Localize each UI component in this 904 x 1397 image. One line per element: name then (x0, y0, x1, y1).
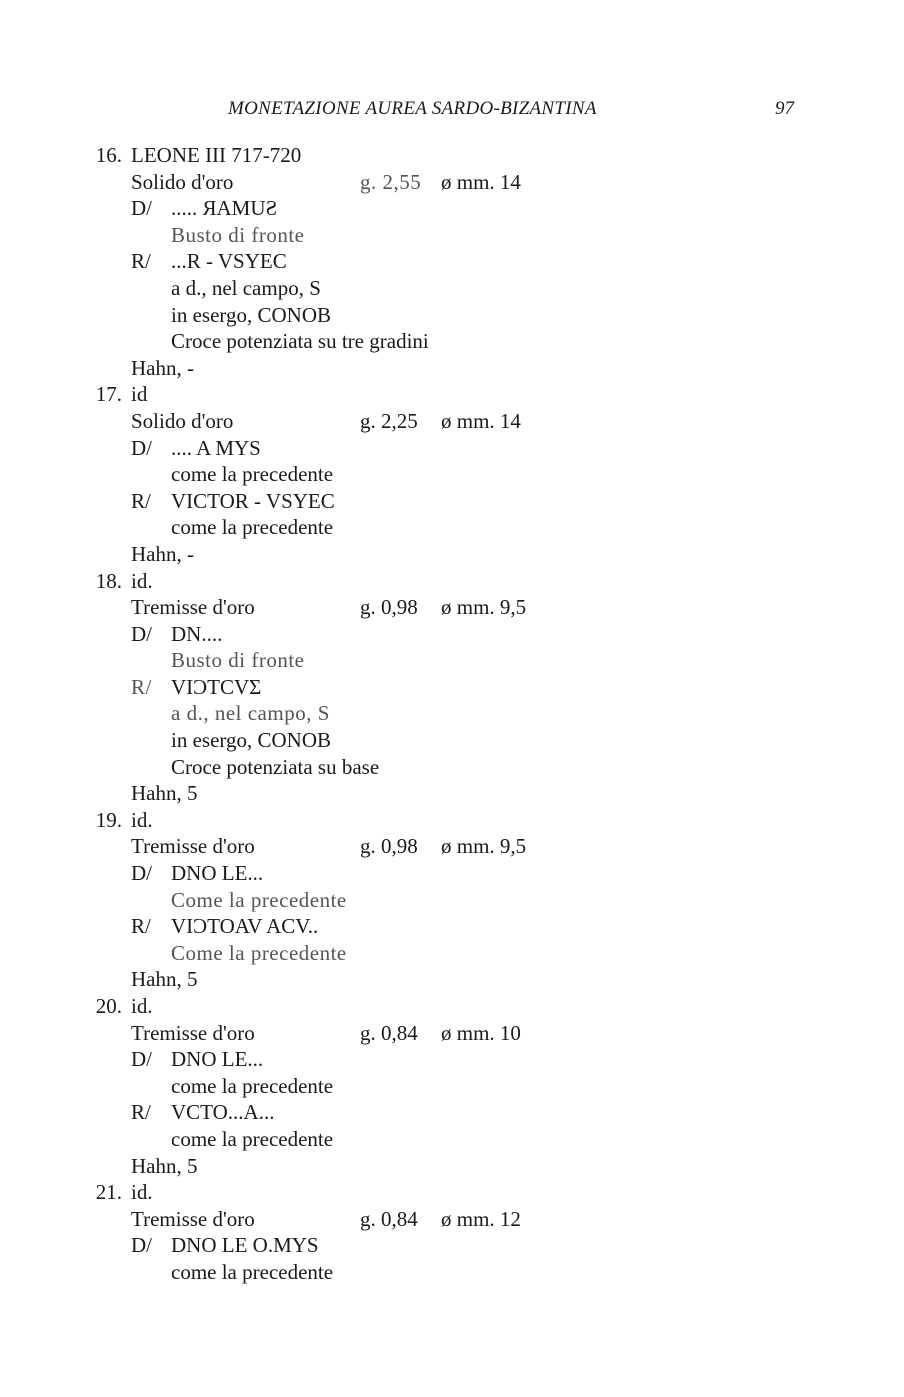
reverse-line (0, 674, 904, 701)
entry-number: 18. (95, 568, 122, 593)
reverse-label: R/ (131, 488, 151, 513)
entry-heading (0, 381, 904, 408)
obverse-description: Busto di fronte (171, 222, 305, 247)
entry-number: 17. (95, 382, 122, 407)
obverse-label: D/ (131, 621, 152, 646)
entry-denomination-line (0, 1206, 904, 1233)
obverse-legend: DNO LE... (171, 1047, 264, 1072)
reverse-line (0, 913, 904, 940)
reference-line (0, 966, 904, 993)
reference-line (0, 355, 904, 382)
obverse-description: come la precedente (171, 1259, 334, 1284)
entry-heading (0, 993, 904, 1020)
obverse-label: D/ (131, 196, 152, 221)
entry-heading (0, 1179, 904, 1206)
denomination: Tremisse d'oro (131, 1206, 255, 1231)
reference: Hahn, 5 (131, 1153, 198, 1178)
reference: Hahn, - (131, 355, 194, 380)
entry-heading (0, 807, 904, 834)
obverse-line (0, 1046, 904, 1073)
denomination: Tremisse d'oro (131, 834, 255, 859)
obverse-description: come la precedente (171, 1073, 334, 1098)
reference-line (0, 541, 904, 568)
obverse-description: Come la precedente (171, 887, 347, 912)
reverse-label: R/ (131, 914, 151, 939)
reverse-description: come la precedente (171, 1126, 334, 1151)
weight: g. 2,55 (360, 169, 422, 194)
entry-heading (0, 142, 904, 169)
reference-line (0, 780, 904, 807)
reverse-description-line (0, 700, 904, 727)
reverse-description-line (0, 275, 904, 302)
entry-number: 20. (95, 994, 122, 1018)
reference-line (0, 1153, 904, 1180)
obverse-line (0, 860, 904, 887)
weight: g. 0,98 (360, 834, 418, 859)
obverse-label: D/ (131, 861, 152, 886)
obverse-legend: DNO LE O.MYS (171, 1233, 319, 1258)
reverse-legend: ...R - VSYEC (171, 249, 287, 274)
page-number: 97 (775, 98, 794, 119)
obverse-description-line (0, 647, 904, 674)
entry-denomination-line (0, 408, 904, 435)
entry-denomination-line (0, 169, 904, 196)
denomination: Tremisse d'oro (131, 595, 255, 620)
obverse-description-line (0, 1073, 904, 1100)
diameter: ø mm. 10 (441, 1020, 521, 1045)
denomination: Solido d'oro (131, 169, 234, 194)
reverse-line (0, 248, 904, 275)
denomination: Tremisse d'oro (131, 1020, 255, 1045)
obverse-line (0, 435, 904, 462)
entry-heading (0, 568, 904, 595)
obverse-description-line (0, 461, 904, 488)
reverse-description: in esergo, CONOB (171, 728, 332, 753)
obverse-label: D/ (131, 1047, 152, 1072)
reverse-description: a d., nel campo, S (171, 275, 321, 300)
entry-ruler: id. (131, 568, 153, 593)
diameter: ø mm. 9,5 (441, 595, 527, 620)
diameter: ø mm. 12 (441, 1206, 521, 1231)
obverse-legend: DNO LE... (171, 861, 264, 886)
obverse-description: Busto di fronte (171, 648, 305, 673)
obverse-description-line (0, 887, 904, 914)
entry-denomination-line (0, 1020, 904, 1047)
reverse-label: R/ (131, 249, 151, 274)
reverse-description: a d., nel campo, S (171, 701, 330, 726)
diameter: ø mm. 14 (441, 169, 521, 194)
entry-number: 19. (95, 807, 122, 832)
obverse-description-line (0, 1259, 904, 1286)
entry-ruler: id. (131, 807, 153, 832)
reverse-description: in esergo, CONOB (171, 302, 332, 327)
weight: g. 0,98 (360, 595, 418, 620)
obverse-label: D/ (131, 435, 152, 460)
reverse-legend: VICTOR - VSYEC (171, 488, 335, 513)
reverse-description: come la precedente (171, 515, 334, 540)
obverse-description: come la precedente (171, 462, 334, 487)
entry-denomination-line (0, 833, 904, 860)
entry-number: 21. (95, 1180, 122, 1205)
denomination: Solido d'oro (131, 408, 234, 433)
weight: g. 0,84 (360, 1206, 418, 1231)
entry-ruler: id. (131, 994, 153, 1018)
reference: Hahn, 5 (131, 967, 198, 992)
entry-number: 16. (95, 143, 122, 167)
weight: g. 2,25 (360, 408, 418, 433)
page-header (0, 98, 904, 124)
reference: Hahn, 5 (131, 781, 198, 806)
reverse-legend: VIϽTOAV ACV.. (171, 914, 319, 939)
entry-denomination-line (0, 594, 904, 621)
weight: g. 0,84 (360, 1020, 418, 1045)
obverse-line (0, 621, 904, 648)
entry-ruler: LEONE III 717-720 (131, 143, 302, 167)
obverse-line (0, 195, 904, 222)
obverse-line (0, 1232, 904, 1259)
reverse-description-line (0, 1126, 904, 1153)
diameter: ø mm. 14 (441, 408, 521, 433)
reverse-description-line (0, 302, 904, 329)
reverse-description: Croce potenziata su base (171, 754, 380, 779)
reverse-description-line (0, 514, 904, 541)
diameter: ø mm. 9,5 (441, 834, 527, 859)
reverse-description: Come la precedente (171, 940, 347, 965)
reverse-description-line (0, 328, 904, 355)
obverse-description-line (0, 222, 904, 249)
reverse-line (0, 1099, 904, 1126)
entry-ruler: id. (131, 1180, 153, 1205)
reference: Hahn, - (131, 541, 194, 566)
obverse-legend: ..... ЯAMUƧ (171, 196, 278, 221)
reverse-legend: VIϽTCVΣ (171, 674, 262, 699)
obverse-legend: .... A MYS (171, 435, 261, 460)
reverse-line (0, 488, 904, 515)
reverse-description-line (0, 727, 904, 754)
reverse-description: Croce potenziata su tre gradini (171, 329, 429, 354)
running-title: MONETAZIONE AUREA SARDO-BIZANTINA (228, 98, 597, 119)
coin-catalogue (0, 142, 904, 1286)
reverse-legend: VCTO...A... (171, 1100, 275, 1125)
reverse-description-line (0, 754, 904, 781)
obverse-legend: DN.... (171, 621, 223, 646)
reverse-label: R/ (131, 1100, 151, 1125)
obverse-label: D/ (131, 1233, 152, 1258)
entry-ruler: id (131, 382, 148, 407)
reverse-label: R/ (131, 674, 152, 699)
reverse-description-line (0, 940, 904, 967)
